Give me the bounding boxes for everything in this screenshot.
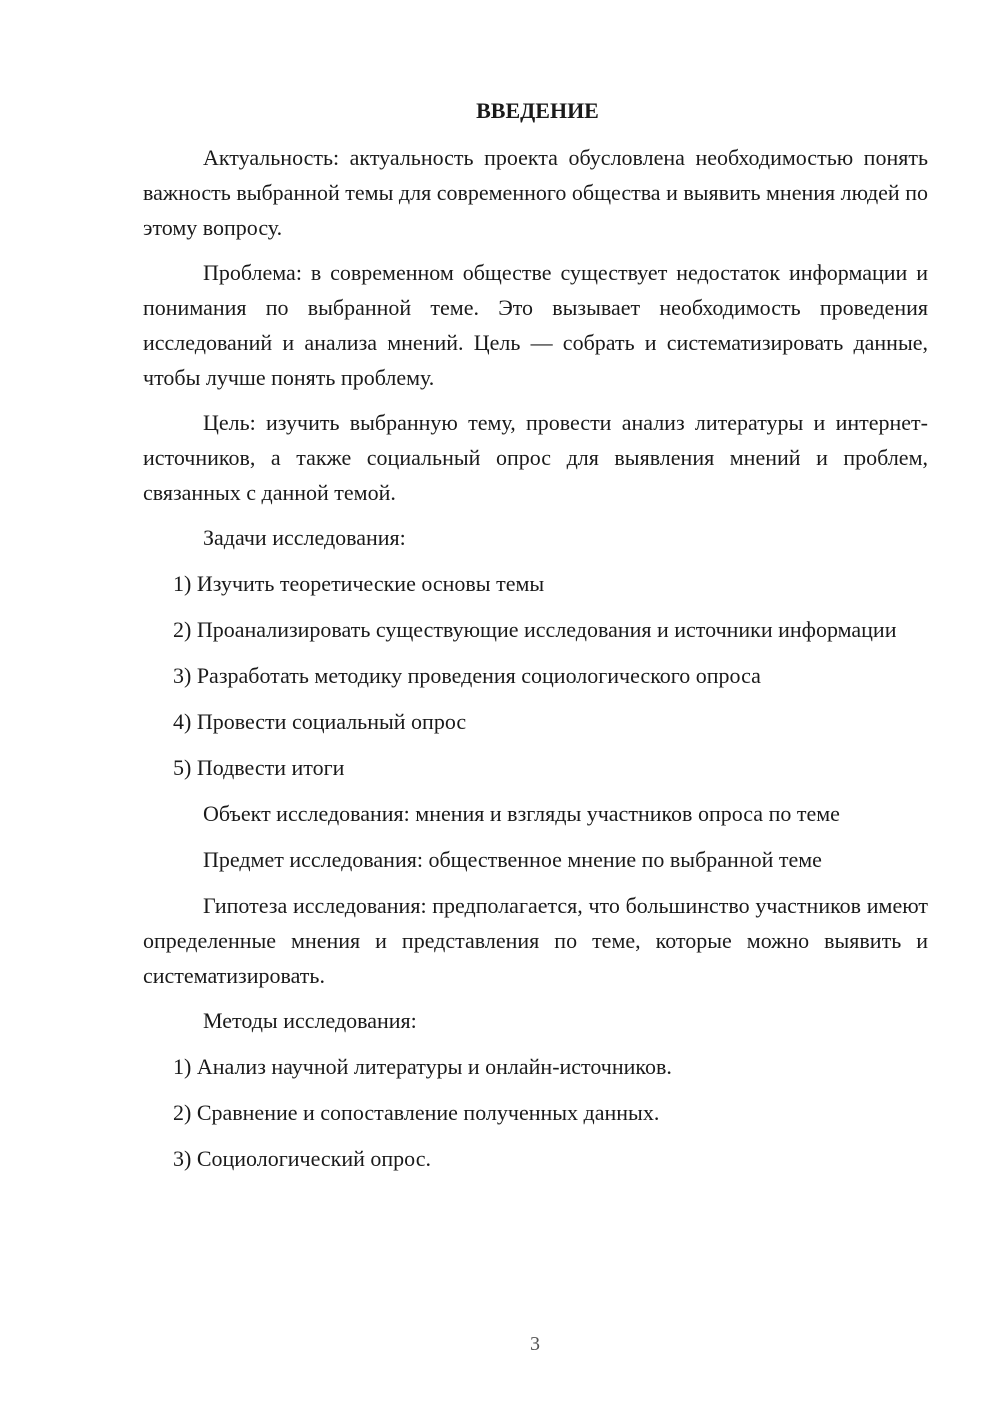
task-item-4: 4) Провести социальный опрос (173, 709, 467, 734)
page-number: 3 (530, 1333, 540, 1355)
hypothesis-paragraph: Гипотеза исследования: предполагается, что большинство участников имеют определенные мнения и представления по теме, которые можно выявить и систематизировать. (143, 893, 928, 988)
problem-paragraph: Проблема: в современном обществе существует недостаток информации и понимания по выбранной теме. Это вызывает необходимость проведения исследований и анализа мнений. Цель — собрать и систематизировать данные, чтобы лучше понять проблему. (143, 260, 928, 390)
methods-heading: Методы исследования: (203, 1008, 417, 1033)
method-item-1: 1) Анализ научной литературы и онлайн-источников. (173, 1054, 672, 1079)
method-item-3: 3) Социологический опрос. (173, 1146, 431, 1171)
relevance-paragraph: Актуальность: актуальность проекта обусловлена необходимостью понять важность выбранной темы для современного общества и выявить мнения людей по этому вопросу. (143, 145, 928, 240)
subject-paragraph: Предмет исследования: общественное мнение по выбранной теме (203, 847, 822, 872)
goal-paragraph: Цель: изучить выбранную тему, провести анализ литературы и интернет-источников, а также социальный опрос для выявления мнений и проблем, связанных с данной темой. (143, 410, 928, 505)
task-item-2: 2) Проанализировать существующие исследования и источники информации (173, 617, 897, 642)
task-item-1: 1) Изучить теоретические основы темы (173, 571, 545, 596)
task-item-5: 5) Подвести итоги (173, 755, 345, 780)
section-title: ВВЕДЕНИЕ (476, 98, 599, 123)
page-content (143, 93, 928, 1187)
task-item-3: 3) Разработать методику проведения социологического опроса (173, 663, 761, 688)
tasks-heading: Задачи исследования: (203, 525, 406, 550)
method-item-2: 2) Сравнение и сопоставление полученных данных. (173, 1100, 660, 1125)
object-paragraph: Объект исследования: мнения и взгляды участников опроса по теме (203, 801, 840, 826)
